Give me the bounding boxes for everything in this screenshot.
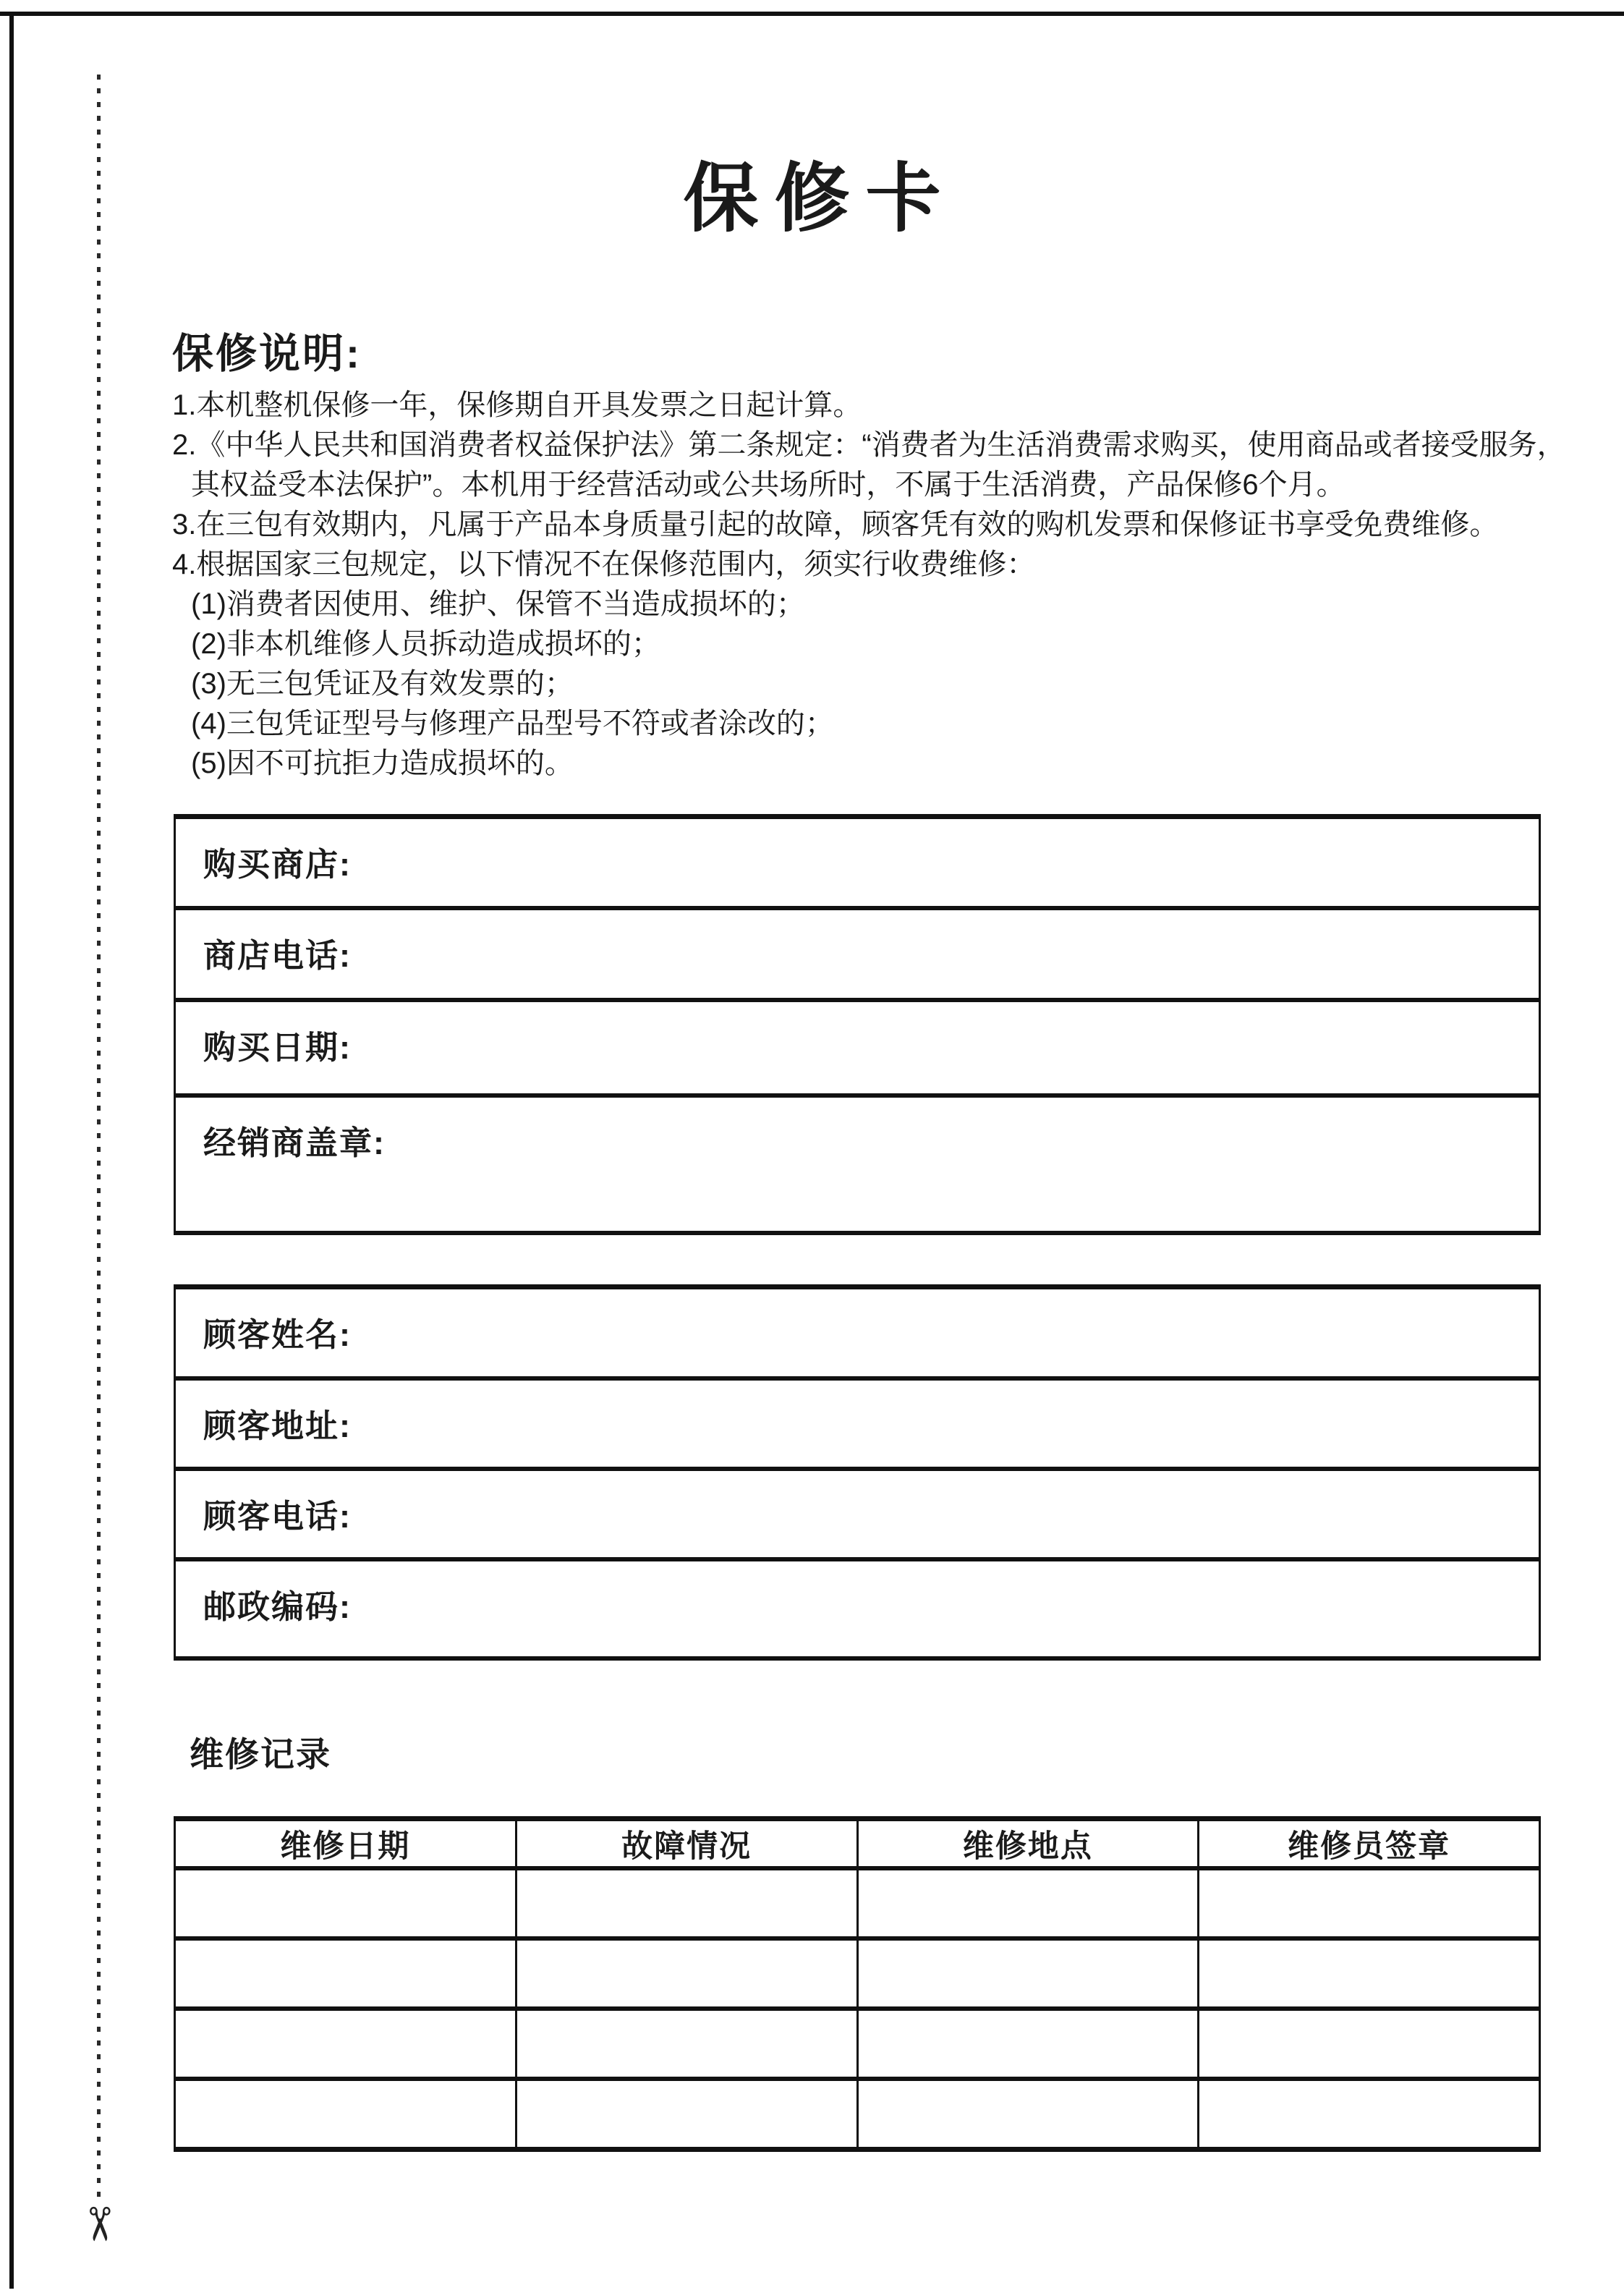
customer-info-box xyxy=(174,1284,1541,1661)
empty-cell xyxy=(175,1938,516,2009)
empty-cell xyxy=(175,2079,516,2150)
empty-cell xyxy=(857,1868,1199,1938)
empty-cell xyxy=(857,2079,1199,2150)
page-top-edge-line xyxy=(0,12,1624,16)
instruction-line-3: 3.在三包有效期内，凡属于产品本身质量引起的故障，顾客凭有效的购机发票和保修证书享受免费维修。 xyxy=(172,509,1499,541)
dotted-cut-line xyxy=(97,75,101,2198)
instruction-line-1: 1.本机整机保修一年，保修期自开具发票之日起计算。 xyxy=(172,389,862,421)
empty-cell xyxy=(516,2079,857,2150)
dealer-seal-label: 经销商盖章: xyxy=(203,1124,386,1161)
instruction-subitem-4: (4)三包凭证型号与修理产品型号不符或者涂改的； xyxy=(191,708,834,739)
store-phone-field xyxy=(176,910,1539,1002)
instruction-line-4: 4.根据国家三包规定，以下情况不在保修范围内，须实行收费维修： xyxy=(172,548,1036,580)
dealer-info-box xyxy=(174,814,1541,1235)
repair-record-heading: 维修记录 xyxy=(190,1735,331,1773)
repair-table-header-row xyxy=(175,1819,1540,1869)
table-row xyxy=(175,1938,1540,2009)
instruction-subitem-1: (1)消费者因使用、维护、保管不当造成损坏的； xyxy=(191,588,805,620)
repair-record-table xyxy=(174,1816,1541,2152)
empty-cell xyxy=(175,1868,516,1938)
purchase-date-field xyxy=(176,1002,1539,1098)
dealer-seal-field xyxy=(176,1098,1539,1231)
empty-cell xyxy=(857,2009,1199,2079)
empty-cell xyxy=(516,1938,857,2009)
warranty-instructions-heading: 保修说明: xyxy=(172,331,362,377)
instruction-subitem-5: (5)因不可抗拒力造成损坏的。 xyxy=(191,747,574,779)
postal-code-label: 邮政编码: xyxy=(203,1588,352,1625)
instruction-line-2-continued: 其权益受本法保护”。本机用于经营活动或公共场所时，不属于生活消费，产品保修6个月。 xyxy=(191,469,1345,501)
column-header-fault-condition: 故障情况 xyxy=(516,1819,857,1869)
column-header-repair-date: 维修日期 xyxy=(175,1819,516,1869)
page-title: 保修卡 xyxy=(683,157,957,241)
purchase-date-label: 购买日期: xyxy=(203,1029,352,1066)
customer-phone-label: 顾客电话: xyxy=(203,1498,352,1535)
instruction-line-2: 2.《中华人民共和国消费者权益保护法》第二条规定：“消费者为生活消费需求购买，使用商品或者接受服务， xyxy=(172,429,1566,461)
store-phone-label: 商店电话: xyxy=(203,937,352,974)
instruction-subitem-2: (2)非本机维修人员拆动造成损坏的； xyxy=(191,628,660,660)
table-row xyxy=(175,1868,1540,1938)
empty-cell xyxy=(1199,1868,1540,1938)
column-header-repair-location: 维修地点 xyxy=(857,1819,1199,1869)
purchase-store-field xyxy=(176,819,1539,910)
warranty-instructions-list xyxy=(172,386,1608,784)
column-header-repairman-signature: 维修员签章 xyxy=(1199,1819,1540,1869)
purchase-store-label: 购买商店: xyxy=(203,846,352,883)
customer-phone-field xyxy=(176,1471,1539,1561)
customer-address-label: 顾客地址: xyxy=(203,1407,352,1444)
page-left-edge-line xyxy=(9,12,14,2289)
instruction-subitem-3: (3)无三包凭证及有效发票的； xyxy=(191,668,574,700)
empty-cell xyxy=(516,1868,857,1938)
table-row xyxy=(175,2079,1540,2150)
empty-cell xyxy=(1199,2079,1540,2150)
empty-cell xyxy=(175,2009,516,2079)
empty-cell xyxy=(1199,1938,1540,2009)
table-row xyxy=(175,2009,1540,2079)
scissors-icon: ✂ xyxy=(73,2205,125,2244)
empty-cell xyxy=(1199,2009,1540,2079)
customer-address-field xyxy=(176,1381,1539,1471)
empty-cell xyxy=(857,1938,1199,2009)
empty-cell xyxy=(516,2009,857,2079)
customer-name-field xyxy=(176,1289,1539,1381)
customer-name-label: 顾客姓名: xyxy=(203,1316,352,1353)
postal-code-field xyxy=(176,1561,1539,1656)
